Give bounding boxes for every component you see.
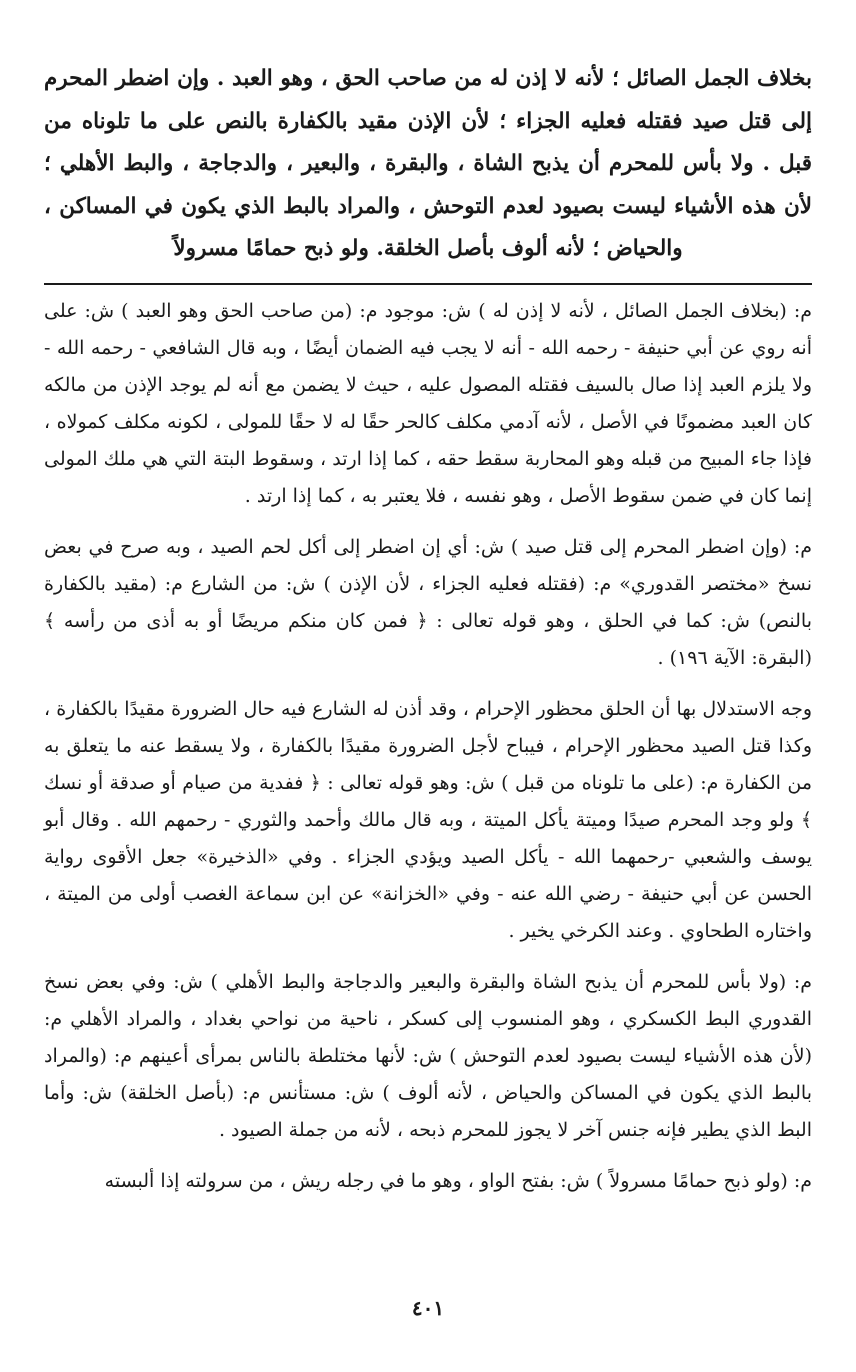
page-body xyxy=(44,58,812,1200)
commentary-paragraph: م: (ولا بأس للمحرم أن يذبح الشاة والبقرة والبعير والدجاجة والبط الأهلي ) ش: وفي بعض نسخ القدوري البط الكسكري ، وهو المنسوب إلى كسكر ، ناحية من نواحي بغداد ، والمراد الأهلي م: (لأن هذه الأشياء ليست بصيود لعدم التوحش ) ش: لأنها مختلطة بالناس بمرأى أعينهم م: (والمراد بالبط الذي يكون في المساكن والحياض ، لأنه ألوف ) ش: مستأنس م: (بأصل الخلقة) ش: وأما البط الذي يطير فإنه جنس آخر لا يجوز للمحرم ذبحه ، لأنه من جملة الصيود . xyxy=(44,970,812,1141)
commentary-paragraph: م: (بخلاف الجمل الصائل ، لأنه لا إذن له ) ش: موجود م: (من صاحب الحق وهو العبد ) ش: على أنه روي عن أبي حنيفة - رحمه الله - أنه لا يجب فيه الضمان أيضًا ، وبه قال الشافعي - رحمه الله - ولا يلزم العبد إذا صال بالسيف فقتله المصول عليه ، حيث لا يضمن مع أنه لم يوجد الإذن من مالكه كان العبد مضمونًا في الأصل ، لأنه آدمي مكلف كالحر حقًا له لا حقًا للمولى ، لكونه مكلف كمولاه ، فإذا جاء المبيح من قبله وهو المحاربة سقط حقه ، كما إذا ارتد ، وسقوط البتة التي هي ملك المولى إنما كان في ضمن سقوط الأصل ، وهو نفسه ، فلا يعتبر به ، كما إذا ارتد . xyxy=(44,299,812,507)
commentary-paragraph: م: (ولو ذبح حمامًا مسرولاً ) ش: بفتح الواو ، وهو ما في رجله ريش ، من سرولته إذا ألبسته xyxy=(104,1169,812,1192)
commentary-paragraph: وجه الاستدلال بها أن الحلق محظور الإحرام ، وقد أذن له الشارع فيه حال الضرورة مقيدًا بالكفارة ، وكذا قتل الصيد محظور الإحرام ، فيباح لأجل الضرورة مقيدًا بالكفارة ، ولا يسقط عنه ما يتعلق به من الكفارة م: (على ما تلوناه من قبل ) ش: وهو قوله تعالى : ﴿ ففدية من صيام أو صدقة أو نسك ﴾ ولو وجد المحرم صيدًا وميتة يأكل الميتة ، وبه قال مالك وأحمد والثوري - رحمهم الله . وقال أبو يوسف والشعبي -رحمهما الله - يأكل الصيد ويؤدي الجزاء . وفي «الذخيرة» جعل الأقوى رواية الحسن عن أبي حنيفة - رضي الله عنه - وفي «الخزانة» عن ابن سماعة الغصب أولى من الميتة ، واختاره الطحاوي . وعند الكرخي يخير . xyxy=(44,697,812,942)
commentary-paragraph: م: (وإن اضطر المحرم إلى قتل صيد ) ش: أي إن اضطر إلى أكل لحم الصيد ، وبه صرح في بعض نسخ «مختصر القدوري» م: (فقتله فعليه الجزاء ، لأن الإذن ) ش: من الشارع م: (مقيد بالكفارة بالنص) ش: كما في الحلق ، وهو قوله تعالى : ﴿ فمن كان منكم مريضًا أو به أذى من رأسه ﴾ (البقرة: الآية ١٩٦) . xyxy=(44,535,812,669)
separator-rule xyxy=(44,283,812,285)
page-number: ٤٠١ xyxy=(411,1296,445,1320)
sharh-commentary xyxy=(44,293,812,1200)
matn-text: بخلاف الجمل الصائل ؛ لأنه لا إذن له من صاحب الحق ، وهو العبد . وإن اضطر المحرم إلى قتل صيد فقتله فعليه الجزاء ؛ لأن الإذن مقيد بالكفارة بالنص على ما تلوناه من قبل . ولا بأس للمحرم أن يذبح الشاة ، والبقرة ، والبعير ، والدجاجة ، والبط الأهلي ؛ لأن هذه الأشياء ليست بصيود لعدم التوحش ، والمراد بالبط الذي يكون في المساكن ، والحياض ؛ لأنه ألوف بأصل الخلقة. ولو ذبح حمامًا مسرولاً xyxy=(44,66,812,261)
